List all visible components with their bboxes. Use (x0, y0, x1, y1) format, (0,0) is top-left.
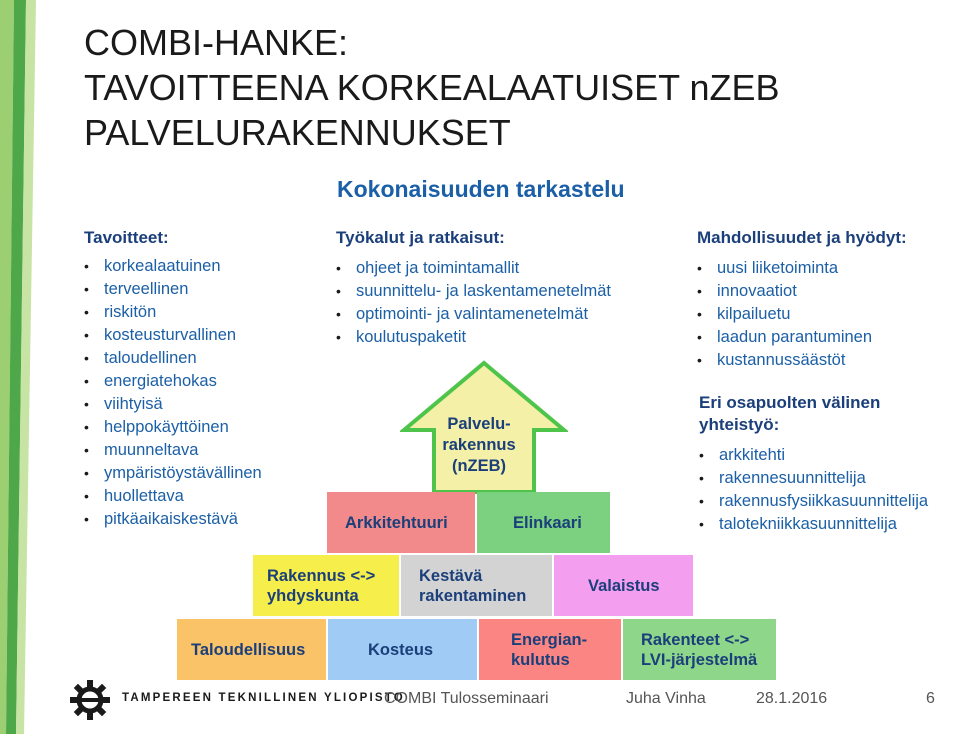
block-label: Elinkaari (513, 513, 582, 532)
block-label: Taloudellisuus (191, 640, 306, 659)
block-label-line-1: Kestävä (419, 566, 483, 585)
list-item: • terveellinen (84, 278, 262, 301)
tools-list (336, 257, 611, 349)
list-item: • laadun parantuminen (697, 326, 872, 349)
house-label (424, 414, 534, 477)
block-label: Arkkitehtuuri (345, 513, 448, 532)
list-item: • koulutuspaketit (336, 326, 611, 349)
list-item: • rakennusfysiikkasuunnittelija (699, 490, 928, 513)
list-item: • arkkitehti (699, 444, 928, 467)
goals-list (84, 255, 262, 531)
university-name: TAMPEREEN TEKNILLINEN YLIOPISTO (122, 692, 405, 704)
block-label-line-1: Rakenteet <-> (641, 630, 750, 649)
block-moisture (328, 619, 477, 680)
list-item: • muunneltava (84, 439, 262, 462)
list-item: • kosteusturvallinen (84, 324, 262, 347)
opportunities-list (697, 257, 872, 372)
university-logo-icon (68, 678, 112, 722)
block-label-line-2: rakentaminen (419, 586, 527, 605)
list-item: • ohjeet ja toimintamallit (336, 257, 611, 280)
list-item: • optimointi- ja valintamenetelmät (336, 303, 611, 326)
block-architecture (327, 492, 475, 553)
block-lifecycle (477, 492, 610, 553)
collaboration-heading-line-1: Eri osapuolten välinen (699, 393, 881, 412)
list-item: • pitkäaikaiskestävä (84, 508, 262, 531)
opportunities-heading: Mahdollisuudet ja hyödyt: (697, 228, 907, 247)
footer-author: Juha Vinha (626, 690, 706, 707)
goals-heading: Tavoitteet: (84, 228, 169, 247)
house-label-line-1: Palvelu- (447, 415, 511, 433)
collaboration-heading-line-2: yhteistyö: (699, 415, 780, 434)
list-item: • kustannussäästöt (697, 349, 872, 372)
title-line-2: TAVOITTEENA KORKEALAATUISET nZEB (84, 67, 780, 108)
list-item: • talotekniikkasuunnittelija (699, 513, 928, 536)
house-label-line-3: (nZEB) (451, 457, 507, 475)
list-item: • energiatehokas (84, 370, 262, 393)
collaboration-list (699, 444, 928, 536)
list-item: • viihtyisä (84, 393, 262, 416)
list-item: • taloudellinen (84, 347, 262, 370)
block-label-line-2: LVI-järjestelmä (641, 650, 758, 669)
list-item: • korkealaatuinen (84, 255, 262, 278)
block-label-line-1: Rakennus <-> (267, 566, 376, 585)
tools-heading: Työkalut ja ratkaisut: (336, 228, 505, 247)
block-label-line-1: Energian- (511, 630, 588, 649)
block-economy (177, 619, 326, 680)
block-label-line-2: yhdyskunta (267, 586, 359, 605)
decorative-stripe (0, 0, 42, 734)
page-title (84, 20, 944, 155)
list-item: • kilpailuetu (697, 303, 872, 326)
block-structures-hvac (623, 619, 776, 680)
list-item: • ympäristöystävällinen (84, 462, 262, 485)
block-sustainable-construction (401, 555, 552, 616)
footer-page-number: 6 (926, 690, 935, 707)
list-item: • huollettava (84, 485, 262, 508)
footer-date: 28.1.2016 (756, 690, 828, 707)
block-energy-consumption (479, 619, 621, 680)
title-line-3: PALVELURAKENNUKSET (84, 112, 511, 153)
list-item: • suunnittelu- ja laskentamenetelmät (336, 280, 611, 303)
list-item: • uusi liiketoiminta (697, 257, 872, 280)
block-label: Valaistus (588, 576, 660, 595)
block-label: Kosteus (368, 640, 434, 659)
title-line-1: COMBI-HANKE: (84, 22, 349, 63)
collaboration-heading (699, 392, 880, 436)
list-item: • riskitön (84, 301, 262, 324)
list-item: • rakennesuunnittelija (699, 467, 928, 490)
house-label-line-2: rakennus (442, 436, 516, 454)
list-item: • innovaatiot (697, 280, 872, 303)
block-building-community (253, 555, 399, 616)
footer-event: COMBI Tulosseminaari (384, 690, 549, 707)
section-subtitle: Kokonaisuuden tarkastelu (337, 176, 625, 202)
block-lighting (554, 555, 693, 616)
list-item: • helppokäyttöinen (84, 416, 262, 439)
block-label-line-2: kulutus (511, 650, 570, 669)
